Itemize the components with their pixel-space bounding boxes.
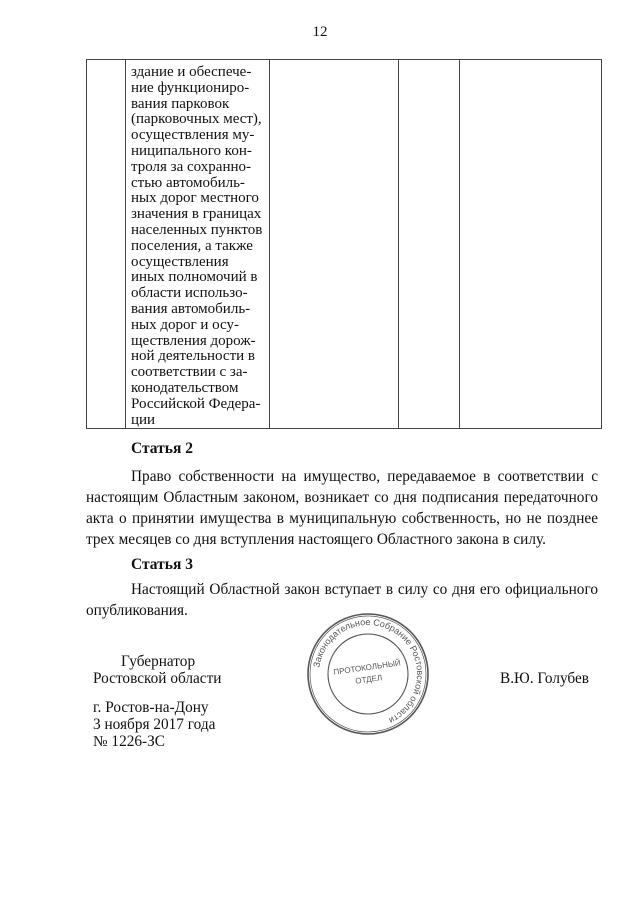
article-2-text: Право собственности на имущество, передаваемое в соответствии с настоящим Областным законом, возникает со дня подписания передаточного акта о принятии имущества в муниципальную собственность, но не позднее трех месяцев со дня вступления настоящего Областного закона в силу. — [86, 468, 598, 548]
document-table — [86, 59, 602, 429]
signatory-title-line2: Ростовской области — [93, 670, 222, 687]
table-cell-description — [126, 60, 270, 429]
seal-center-line1: ПРОТОКОЛЬНЫЙ — [332, 658, 402, 677]
article-3-heading: Статья 3 — [131, 556, 193, 573]
table-row — [87, 60, 602, 429]
seal-ring-text: Законодательное Собрание Ростовской области — [311, 616, 426, 726]
article-2-heading: Статья 2 — [131, 440, 193, 457]
table-cell-line: ных дорог и осу- — [131, 316, 239, 333]
page-number: 12 — [312, 24, 328, 40]
table-cell-line: соответствии с за- — [131, 364, 248, 381]
table-cell-line: конодательством — [131, 379, 239, 396]
official-seal-stamp — [306, 612, 430, 736]
signing-place: г. Ростов-на-Дону — [93, 699, 209, 716]
table-cell-line: иных полномочий в — [131, 269, 258, 286]
signatory-title-line1: Губернатор — [121, 653, 196, 670]
signatory-name: В.Ю. Голубев — [500, 670, 590, 687]
table-cell-line: вания парковок — [131, 95, 230, 112]
article-3-text: Настоящий Областной закон вступает в силу со дня его официального опубликования. — [86, 581, 598, 619]
table-cell-line: Российской Федера- — [131, 395, 261, 412]
table-cell-line: (парковочных мест), — [131, 111, 262, 128]
table-cell-line: ных дорог местного — [131, 190, 259, 207]
table-cell-line: ниципального кон- — [131, 142, 252, 159]
table-cell-line: поселения, а также — [131, 237, 253, 254]
table-cell-line: ной деятельности в — [131, 348, 256, 365]
table-cell-line: вания автомобиль- — [131, 300, 251, 317]
table-cell-line: ние функциониро- — [131, 79, 250, 96]
description-text — [126, 60, 269, 428]
table-cell-line: ществления дорож- — [131, 332, 256, 349]
table-cell-line: здание и обеспече- — [131, 64, 252, 80]
table-cell-line: населенных пунктов — [131, 221, 263, 238]
table-cell-line: значения в границах — [131, 206, 262, 223]
table-cell-line: троля за сохранно- — [131, 158, 251, 175]
table-cell-number — [87, 60, 126, 429]
table-cell-line: ции — [131, 411, 156, 428]
table-cell-line: области использо- — [131, 285, 248, 302]
table-cell-line: осуществления му- — [131, 127, 255, 144]
table-cell-line: осуществления — [131, 253, 229, 270]
table-cell-line: стью автомобиль- — [131, 174, 245, 191]
signing-date: 3 ноября 2017 года — [93, 716, 216, 733]
seal-center-line2: ОТДЕЛ — [354, 673, 383, 686]
law-number: № 1226-ЗС — [93, 733, 165, 750]
table-cell-empty — [399, 60, 460, 429]
table-cell-empty — [270, 60, 399, 429]
table-cell-empty — [460, 60, 602, 429]
